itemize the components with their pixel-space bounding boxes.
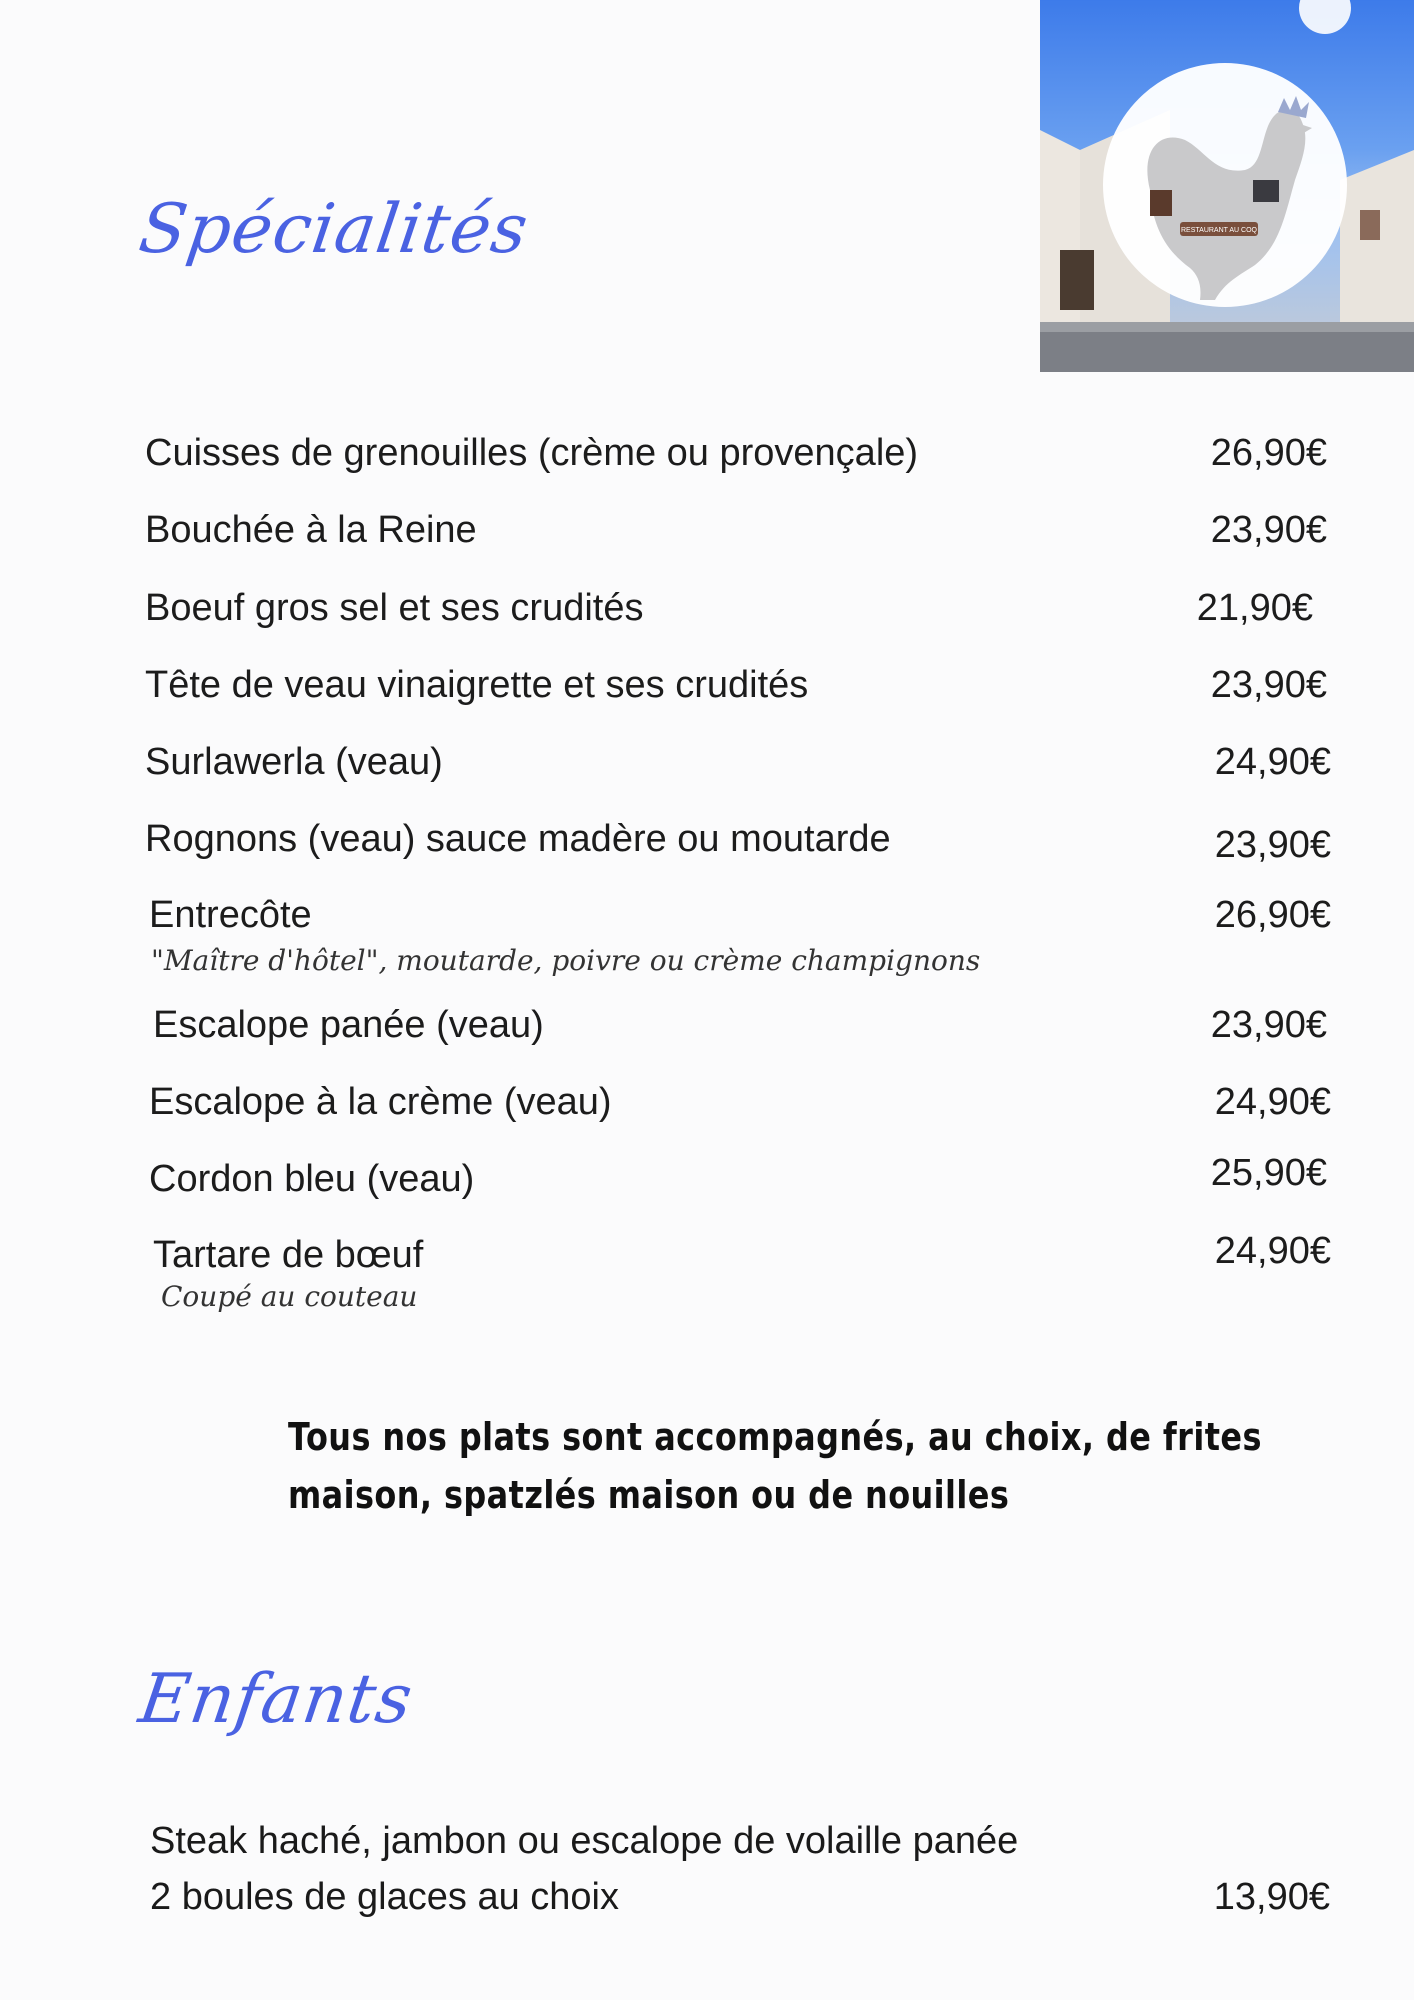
menu-item-name: Surlawerla (veau): [145, 741, 443, 783]
section-title-specialites: Spécialités: [134, 190, 534, 269]
kids-menu-line: Steak haché, jambon ou escalope de volaille panée: [150, 1820, 1019, 1862]
restaurant-sign: RESTAURANT AU COQ: [1181, 227, 1257, 234]
menu-item-name: Escalope à la crème (veau): [149, 1081, 612, 1123]
kids-menu-line: 2 boules de glaces au choix: [150, 1876, 619, 1918]
accompaniment-line: Tous nos plats sont accompagnés, au choix, de frites: [288, 1415, 1262, 1459]
menu-item-price: 23,90€: [1210, 664, 1327, 706]
menu-item-price: 26,90€: [1210, 432, 1327, 474]
menu-item-name: Cuisses de grenouilles (crème ou provençale): [145, 432, 919, 474]
section-title-enfants: Enfants: [134, 1660, 418, 1739]
accompaniment-line: maison, spatzlés maison ou de nouilles: [288, 1473, 1010, 1517]
menu-item-price: 24,90€: [1214, 741, 1331, 783]
menu-item-name: Rognons (veau) sauce madère ou moutarde: [145, 818, 891, 860]
menu-item-name: Boeuf gros sel et ses crudités: [145, 587, 644, 629]
menu-item-name: Cordon bleu (veau): [149, 1158, 475, 1200]
menu-item-description: "Maître d'hôtel", moutarde, poivre ou crème champignons: [151, 944, 981, 977]
accompaniment-note: [288, 1408, 1262, 1524]
menu-item-price: 23,90€: [1210, 509, 1327, 551]
menu-item-description: Coupé au couteau: [161, 1280, 418, 1313]
menu-item-price: 23,90€: [1210, 1004, 1327, 1046]
menu-item-price: 21,90€: [1196, 587, 1313, 629]
menu-item-price: 23,90€: [1214, 824, 1331, 866]
menu-item-name: Tête de veau vinaigrette et ses crudités: [145, 664, 809, 706]
menu-item-name: Bouchée à la Reine: [145, 509, 477, 551]
menu-item-price: 25,90€: [1210, 1152, 1327, 1194]
restaurant-photo: [1040, 0, 1414, 372]
kids-menu-price: 13,90€: [1213, 1876, 1330, 1918]
menu-item-name: Entrecôte: [149, 894, 312, 936]
menu-item-price: 24,90€: [1214, 1081, 1331, 1123]
menu-item-name: Tartare de bœuf: [153, 1234, 424, 1276]
menu-item-price: 26,90€: [1214, 894, 1331, 936]
menu-item-price: 24,90€: [1214, 1230, 1331, 1272]
menu-item-name: Escalope panée (veau): [153, 1004, 544, 1046]
